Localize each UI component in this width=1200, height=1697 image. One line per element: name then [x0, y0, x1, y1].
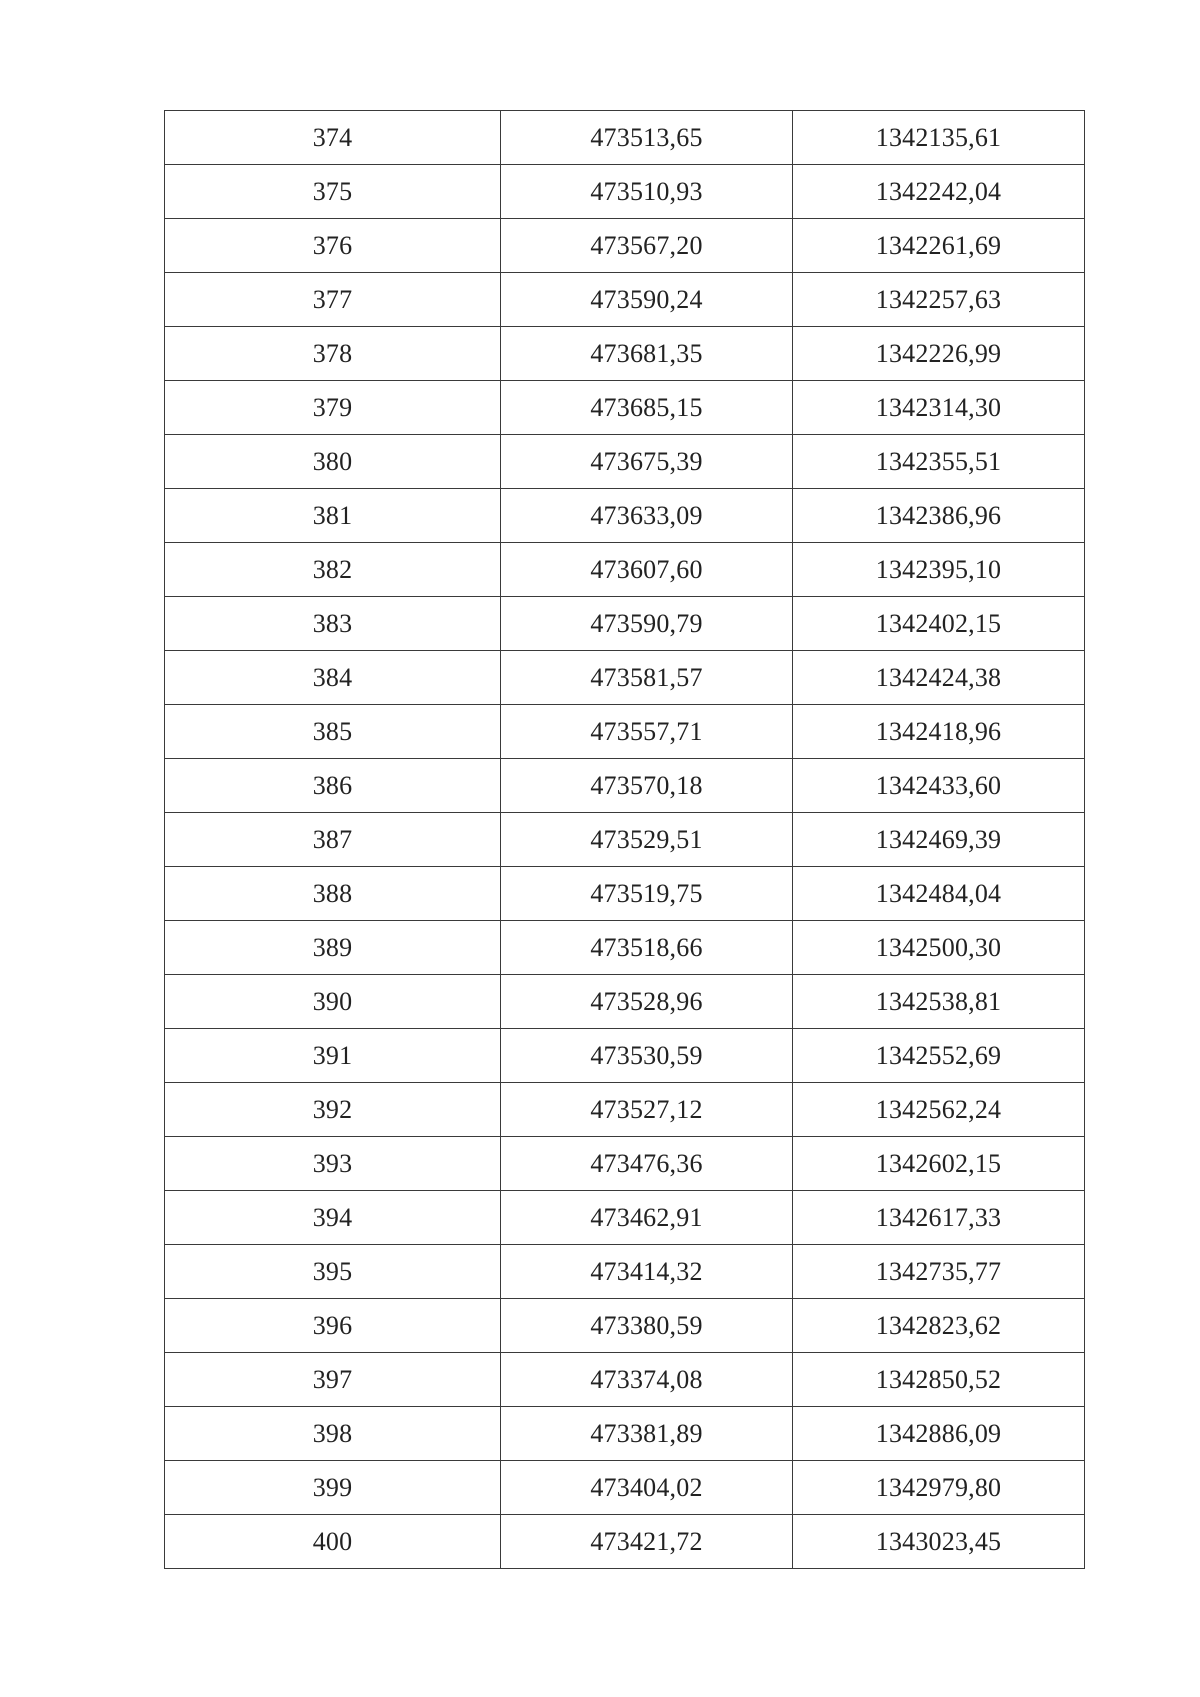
table-row [165, 219, 1085, 273]
x-coordinate-cell: 473607,60 [501, 543, 793, 597]
y-coordinate-cell: 1342617,33 [793, 1191, 1085, 1245]
x-coordinate-cell: 473567,20 [501, 219, 793, 273]
x-coordinate-cell: 473421,72 [501, 1515, 793, 1569]
point-number-cell: 397 [165, 1353, 501, 1407]
y-coordinate-cell: 1342395,10 [793, 543, 1085, 597]
point-number-cell: 379 [165, 381, 501, 435]
x-coordinate-cell: 473530,59 [501, 1029, 793, 1083]
x-coordinate-cell: 473681,35 [501, 327, 793, 381]
table-row [165, 489, 1085, 543]
y-coordinate-cell: 1342735,77 [793, 1245, 1085, 1299]
point-number-cell: 386 [165, 759, 501, 813]
y-coordinate-cell: 1342602,15 [793, 1137, 1085, 1191]
point-number-cell: 391 [165, 1029, 501, 1083]
x-coordinate-cell: 473518,66 [501, 921, 793, 975]
y-coordinate-cell: 1342257,63 [793, 273, 1085, 327]
x-coordinate-cell: 473381,89 [501, 1407, 793, 1461]
point-number-cell: 383 [165, 597, 501, 651]
table-row [165, 1029, 1085, 1083]
coordinates-table [164, 110, 1085, 1569]
x-coordinate-cell: 473557,71 [501, 705, 793, 759]
point-number-cell: 399 [165, 1461, 501, 1515]
y-coordinate-cell: 1342226,99 [793, 327, 1085, 381]
point-number-cell: 398 [165, 1407, 501, 1461]
point-number-cell: 393 [165, 1137, 501, 1191]
x-coordinate-cell: 473590,24 [501, 273, 793, 327]
x-coordinate-cell: 473404,02 [501, 1461, 793, 1515]
x-coordinate-cell: 473462,91 [501, 1191, 793, 1245]
y-coordinate-cell: 1342469,39 [793, 813, 1085, 867]
point-number-cell: 395 [165, 1245, 501, 1299]
x-coordinate-cell: 473513,65 [501, 111, 793, 165]
y-coordinate-cell: 1342979,80 [793, 1461, 1085, 1515]
y-coordinate-cell: 1342433,60 [793, 759, 1085, 813]
x-coordinate-cell: 473519,75 [501, 867, 793, 921]
y-coordinate-cell: 1342538,81 [793, 975, 1085, 1029]
x-coordinate-cell: 473529,51 [501, 813, 793, 867]
y-coordinate-cell: 1342484,04 [793, 867, 1085, 921]
table-row [165, 327, 1085, 381]
table-row [165, 1461, 1085, 1515]
point-number-cell: 400 [165, 1515, 501, 1569]
y-coordinate-cell: 1342886,09 [793, 1407, 1085, 1461]
point-number-cell: 381 [165, 489, 501, 543]
point-number-cell: 390 [165, 975, 501, 1029]
table-row [165, 759, 1085, 813]
table-row [165, 651, 1085, 705]
table-row [165, 111, 1085, 165]
x-coordinate-cell: 473581,57 [501, 651, 793, 705]
x-coordinate-cell: 473510,93 [501, 165, 793, 219]
table-row [165, 435, 1085, 489]
y-coordinate-cell: 1342386,96 [793, 489, 1085, 543]
x-coordinate-cell: 473527,12 [501, 1083, 793, 1137]
y-coordinate-cell: 1342418,96 [793, 705, 1085, 759]
table-row [165, 921, 1085, 975]
point-number-cell: 382 [165, 543, 501, 597]
y-coordinate-cell: 1342314,30 [793, 381, 1085, 435]
x-coordinate-cell: 473528,96 [501, 975, 793, 1029]
y-coordinate-cell: 1343023,45 [793, 1515, 1085, 1569]
x-coordinate-cell: 473675,39 [501, 435, 793, 489]
table-row [165, 975, 1085, 1029]
y-coordinate-cell: 1342242,04 [793, 165, 1085, 219]
table-row [165, 381, 1085, 435]
x-coordinate-cell: 473633,09 [501, 489, 793, 543]
x-coordinate-cell: 473374,08 [501, 1353, 793, 1407]
x-coordinate-cell: 473685,15 [501, 381, 793, 435]
table-row [165, 1353, 1085, 1407]
table-row [165, 1245, 1085, 1299]
y-coordinate-cell: 1342135,61 [793, 111, 1085, 165]
x-coordinate-cell: 473590,79 [501, 597, 793, 651]
point-number-cell: 387 [165, 813, 501, 867]
y-coordinate-cell: 1342402,15 [793, 597, 1085, 651]
point-number-cell: 376 [165, 219, 501, 273]
x-coordinate-cell: 473414,32 [501, 1245, 793, 1299]
table-row [165, 705, 1085, 759]
point-number-cell: 396 [165, 1299, 501, 1353]
y-coordinate-cell: 1342552,69 [793, 1029, 1085, 1083]
x-coordinate-cell: 473570,18 [501, 759, 793, 813]
point-number-cell: 384 [165, 651, 501, 705]
table-row [165, 1191, 1085, 1245]
y-coordinate-cell: 1342562,24 [793, 1083, 1085, 1137]
table-row [165, 1515, 1085, 1569]
table-row [165, 1137, 1085, 1191]
point-number-cell: 378 [165, 327, 501, 381]
point-number-cell: 392 [165, 1083, 501, 1137]
y-coordinate-cell: 1342261,69 [793, 219, 1085, 273]
table-row [165, 1083, 1085, 1137]
table-row [165, 1407, 1085, 1461]
table-row [165, 813, 1085, 867]
y-coordinate-cell: 1342850,52 [793, 1353, 1085, 1407]
table-row [165, 543, 1085, 597]
table-row [165, 867, 1085, 921]
point-number-cell: 374 [165, 111, 501, 165]
point-number-cell: 388 [165, 867, 501, 921]
table-row [165, 597, 1085, 651]
point-number-cell: 385 [165, 705, 501, 759]
point-number-cell: 389 [165, 921, 501, 975]
point-number-cell: 377 [165, 273, 501, 327]
table-row [165, 1299, 1085, 1353]
point-number-cell: 394 [165, 1191, 501, 1245]
y-coordinate-cell: 1342500,30 [793, 921, 1085, 975]
table-row [165, 273, 1085, 327]
y-coordinate-cell: 1342355,51 [793, 435, 1085, 489]
point-number-cell: 375 [165, 165, 501, 219]
y-coordinate-cell: 1342823,62 [793, 1299, 1085, 1353]
y-coordinate-cell: 1342424,38 [793, 651, 1085, 705]
table-row [165, 165, 1085, 219]
x-coordinate-cell: 473476,36 [501, 1137, 793, 1191]
x-coordinate-cell: 473380,59 [501, 1299, 793, 1353]
coordinates-table-body [165, 111, 1085, 1569]
point-number-cell: 380 [165, 435, 501, 489]
